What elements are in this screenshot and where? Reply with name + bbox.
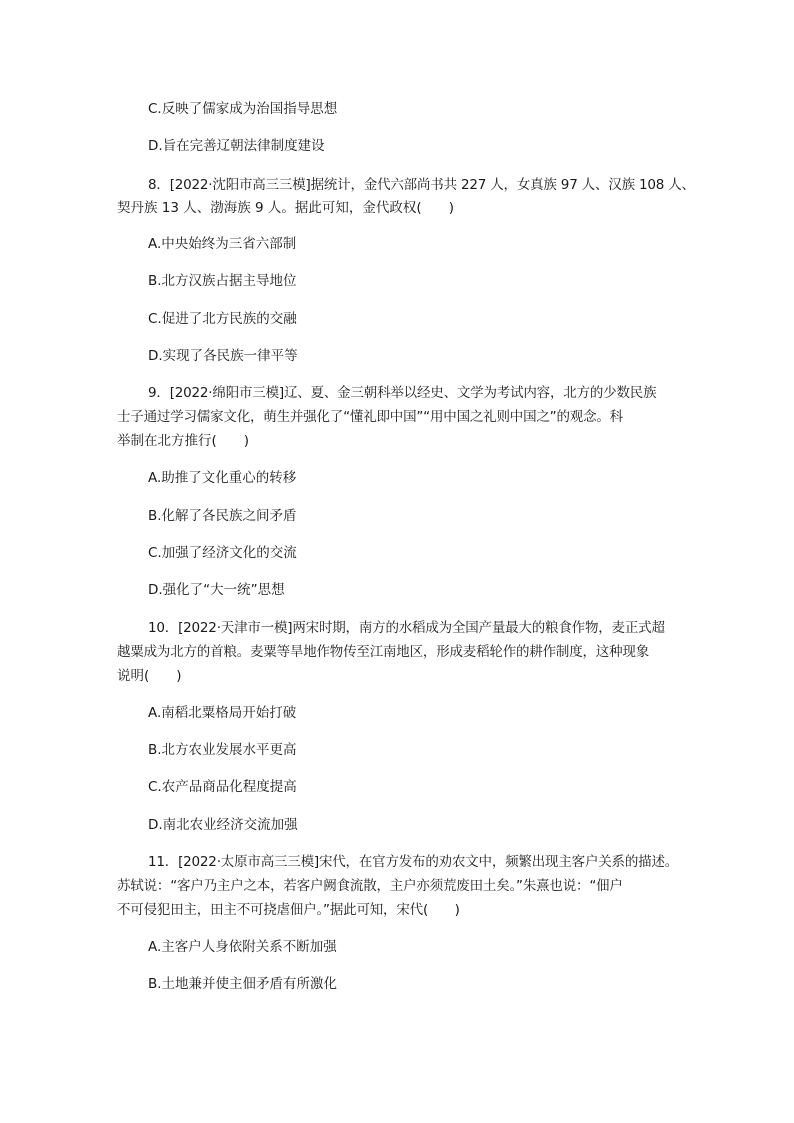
q10-stem-line1: 10．[2022·天津市一模]两宋时期，南方的水稻成为全国产量最大的粮食作物，麦正式超	[148, 620, 665, 636]
q9-stem-line1: 9．[2022·绵阳市三模]辽、夏、金三朝科举以经史、文学为考试内容，北方的少数民族	[148, 385, 657, 401]
q9-stem-line3: 举制在北方推行( )	[117, 433, 250, 449]
q10-option-d: D.南北农业经济交流加强	[148, 817, 298, 833]
q8-option-c: C.促进了北方民族的交融	[148, 311, 297, 327]
q11-stem-line3: 不可侵犯田主，田主不可挠虐佃户。”据此可知，宋代( )	[117, 902, 460, 918]
q9-option-a: A.助推了文化重心的转移	[148, 470, 297, 486]
q10-option-b: B.北方农业发展水平更高	[148, 742, 297, 758]
q10-stem-line3: 说明( )	[117, 668, 182, 684]
q7-option-d: D.旨在完善辽朝法律制度建设	[148, 138, 325, 154]
q11-stem-line1: 11．[2022·太原市高三三模]宋代，在官方发布的劝农文中，频繁出现主客户关系的描述。	[148, 854, 679, 870]
q8-stem-line1: 8．[2022·沈阳市高三三模]据统计，金代六部尚书共 227 人，女真族 97 人、汉族 108 人、	[148, 177, 695, 193]
q9-option-d: D.强化了“大一统”思想	[148, 582, 285, 598]
q10-option-c: C.农产品商品化程度提高	[148, 779, 297, 795]
q8-option-b: B.北方汉族占据主导地位	[148, 273, 297, 289]
q8-option-a: A.中央始终为三省六部制	[148, 236, 297, 252]
q11-stem-line2: 苏轼说：“客户乃主户之本，若客户阙食流散，主户亦须荒废田土矣。”朱熹也说：“佃户	[117, 878, 623, 894]
q11-option-b: B.土地兼并使主佃矛盾有所激化	[148, 976, 338, 992]
q8-option-d: D.实现了各民族一律平等	[148, 348, 298, 364]
q9-option-c: C.加强了经济文化的交流	[148, 545, 297, 561]
q11-option-a: A.主客户人身依附关系不断加强	[148, 939, 337, 955]
q9-stem-line2: 士子通过学习儒家文化，萌生并强化了“懂礼即中国”“用中国之礼则中国之”的观念。科	[117, 409, 623, 425]
q10-stem-line2: 越粟成为北方的首粮。麦粟等旱地作物传至江南地区，形成麦稻轮作的耕作制度，这种现象	[117, 644, 649, 660]
q7-option-c: C.反映了儒家成为治国指导思想	[148, 101, 338, 117]
q8-stem-line2: 契丹族 13 人、渤海族 9 人。据此可知，金代政权( )	[117, 200, 454, 216]
q9-option-b: B.化解了各民族之间矛盾	[148, 508, 297, 524]
q10-option-a: A.南稻北粟格局开始打破	[148, 705, 297, 721]
